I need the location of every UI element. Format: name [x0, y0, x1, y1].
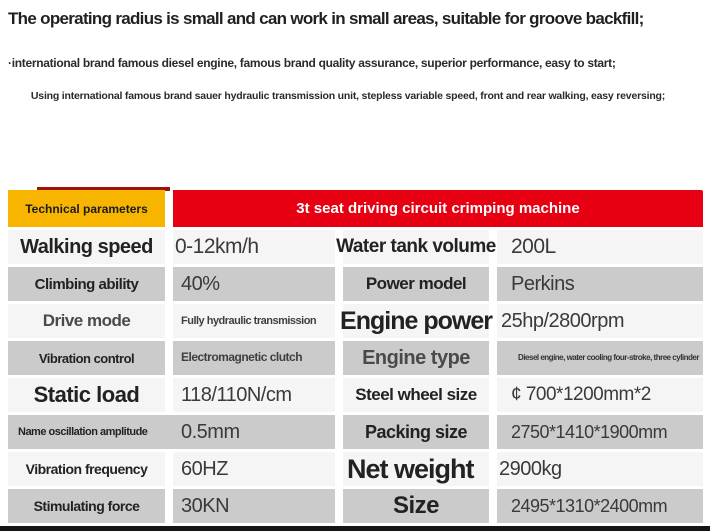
spec-label: Engine type: [343, 341, 489, 375]
spec-value: 200L: [497, 230, 703, 264]
spec-value: 0-12km/h: [173, 230, 335, 264]
spec-label: Vibration control: [8, 341, 165, 375]
spec-label: Stimulating force: [8, 489, 165, 523]
spec-value: Perkins: [497, 267, 703, 301]
spec-value: 40%: [173, 267, 335, 301]
spec-label: Name oscillation amplitude: [8, 415, 175, 449]
spec-value: 30KN: [173, 489, 335, 523]
spec-value: Fully hydraulic transmission: [173, 304, 335, 338]
feature-line-1: ·international brand famous diesel engine, famous brand quality assurance, superior performance, easy to start;: [8, 56, 616, 70]
spec-value: 25hp/2800rpm: [497, 304, 703, 338]
feature-line-2: Using international famous brand sauer hydraulic transmission unit, stepless variable speed, front and rear walking, easy reversing;: [30, 90, 666, 102]
spec-label: Static load: [8, 378, 165, 412]
spec-value: Diesel engine, water cooling four-stroke, three cylinder: [497, 341, 703, 375]
spec-label: Power model: [343, 267, 489, 301]
spec-label: Net weight: [343, 452, 489, 486]
spec-label: Climbing ability: [8, 267, 165, 301]
spec-label: Water tank volume: [343, 230, 489, 264]
spec-label: Walking speed: [8, 230, 165, 264]
spec-table: [8, 190, 703, 523]
spec-value: 0.5mm: [173, 415, 335, 449]
spec-label: Size: [343, 489, 489, 523]
spec-value: Electromagnetic clutch: [173, 341, 335, 375]
bottom-cutoff-bar: [0, 526, 710, 531]
headline: The operating radius is small and can work in small areas, suitable for groove backfill;: [8, 9, 644, 28]
table-header-left: Technical parameters: [8, 190, 165, 227]
spec-label: Vibration frequency: [8, 452, 165, 486]
spec-value: 118/110N/cm: [173, 378, 335, 412]
spec-label: Steel wheel size: [343, 378, 489, 412]
spec-value: 60HZ: [173, 452, 335, 486]
spec-value: 2495*1310*2400mm: [497, 489, 703, 523]
spec-value: 2900kg: [497, 452, 703, 486]
table-header-right: 3t seat driving circuit crimping machine: [173, 190, 703, 227]
spec-label: Packing size: [343, 415, 489, 449]
spec-value: ¢ 700*1200mm*2: [497, 378, 703, 412]
spec-value: 2750*1410*1900mm: [497, 415, 703, 449]
spec-label: Engine power: [343, 304, 489, 338]
spec-label: Drive mode: [8, 304, 165, 338]
